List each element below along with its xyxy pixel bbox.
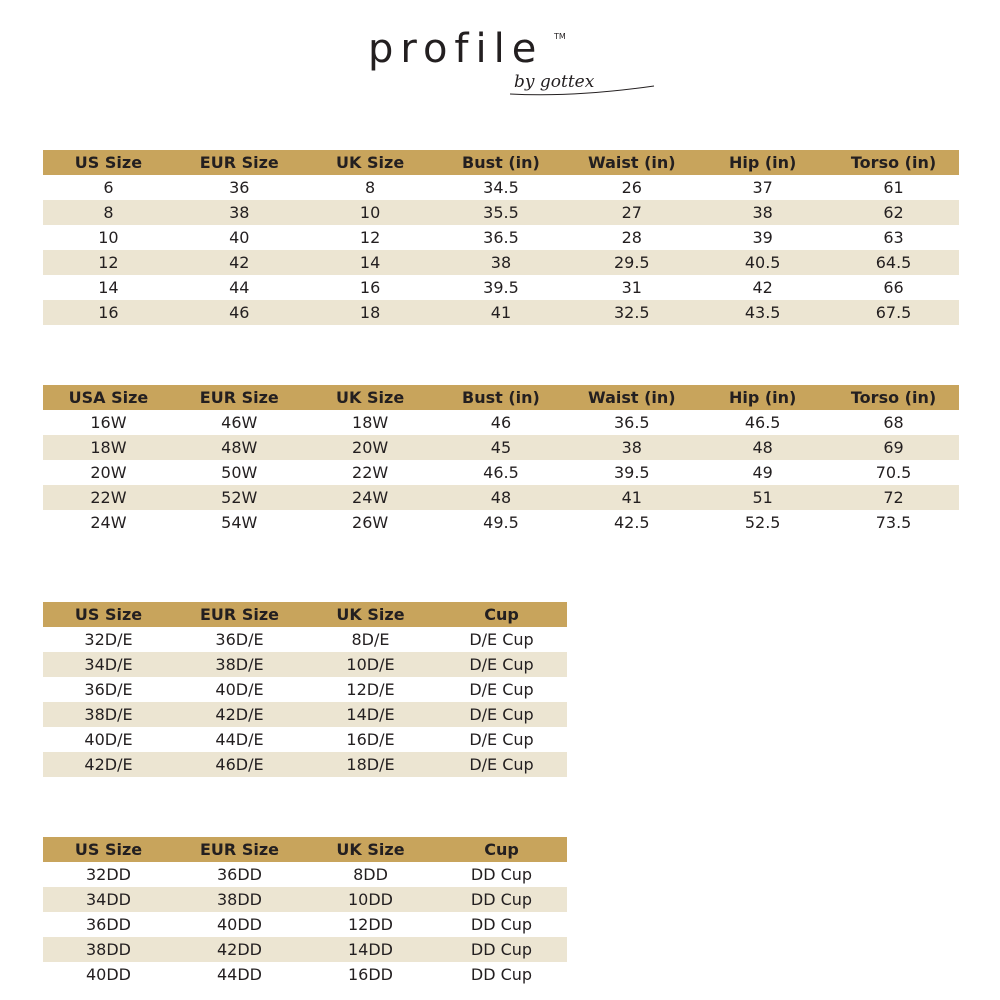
column-header: US Size: [43, 837, 174, 862]
table-cell: 36.5: [436, 225, 567, 250]
table-cell: 63: [828, 225, 959, 250]
table-cell: 46: [436, 410, 567, 435]
table-cell: D/E Cup: [436, 677, 567, 702]
table-cell: 14DD: [305, 937, 436, 962]
table-cell: 22W: [43, 485, 174, 510]
table-cell: 34DD: [43, 887, 174, 912]
table-cell: 43.5: [697, 300, 828, 325]
table-row: [43, 410, 959, 435]
table-cell: 16: [305, 275, 436, 300]
table-cell: 62: [828, 200, 959, 225]
column-header: Bust (in): [436, 150, 567, 175]
table-cell: 18W: [43, 435, 174, 460]
table-header-row: [43, 150, 959, 175]
table-cell: 42D/E: [174, 702, 305, 727]
table-cell: 38: [174, 200, 305, 225]
table-cell: 36: [174, 175, 305, 200]
table-cell: 16D/E: [305, 727, 436, 752]
table-row: [43, 752, 567, 777]
column-header: Bust (in): [436, 385, 567, 410]
table-row: [43, 225, 959, 250]
table-cell: 28: [566, 225, 697, 250]
table-cell: 8: [305, 175, 436, 200]
size-table-de-cup: [43, 602, 567, 777]
logo-script: by gottex: [514, 72, 595, 92]
table-cell: 20W: [305, 435, 436, 460]
table-cell: 67.5: [828, 300, 959, 325]
table-cell: 12DD: [305, 912, 436, 937]
table-cell: 70.5: [828, 460, 959, 485]
table-cell: 49: [697, 460, 828, 485]
column-header: US Size: [43, 602, 174, 627]
table-cell: 38DD: [174, 887, 305, 912]
table-cell: 14: [305, 250, 436, 275]
table-cell: 20W: [43, 460, 174, 485]
column-header: UK Size: [305, 837, 436, 862]
table-cell: 48W: [174, 435, 305, 460]
table-cell: 34D/E: [43, 652, 174, 677]
table-cell: D/E Cup: [436, 752, 567, 777]
table-cell: 48: [697, 435, 828, 460]
table-row: [43, 937, 567, 962]
table-cell: D/E Cup: [436, 702, 567, 727]
table-cell: 39.5: [566, 460, 697, 485]
table-cell: 10: [43, 225, 174, 250]
table-cell: 38D/E: [174, 652, 305, 677]
column-header: EUR Size: [174, 837, 305, 862]
table-cell: DD Cup: [436, 912, 567, 937]
column-header: UK Size: [305, 602, 436, 627]
table-cell: 46W: [174, 410, 305, 435]
table-row: [43, 250, 959, 275]
table-cell: 38: [566, 435, 697, 460]
table-cell: 36DD: [43, 912, 174, 937]
table-cell: 32.5: [566, 300, 697, 325]
column-header: EUR Size: [174, 385, 305, 410]
table-cell: DD Cup: [436, 887, 567, 912]
column-header: UK Size: [305, 385, 436, 410]
table-cell: 40DD: [43, 962, 174, 987]
table-cell: 42D/E: [43, 752, 174, 777]
table-cell: 18: [305, 300, 436, 325]
table-cell: 69: [828, 435, 959, 460]
table-cell: 46: [174, 300, 305, 325]
table-cell: 42.5: [566, 510, 697, 535]
table-cell: 24W: [43, 510, 174, 535]
table-row: [43, 275, 959, 300]
logo-wordmark: profile: [368, 26, 544, 72]
table-header-row: [43, 602, 567, 627]
table-cell: 40D/E: [174, 677, 305, 702]
table-row: [43, 175, 959, 200]
table-row: [43, 627, 567, 652]
column-header: Waist (in): [566, 150, 697, 175]
table-cell: 40: [174, 225, 305, 250]
table-row: [43, 962, 567, 987]
table-cell: 26W: [305, 510, 436, 535]
table-cell: 44D/E: [174, 727, 305, 752]
column-header: Hip (in): [697, 150, 828, 175]
table-cell: 64.5: [828, 250, 959, 275]
table-cell: 6: [43, 175, 174, 200]
table-cell: D/E Cup: [436, 627, 567, 652]
table-row: [43, 460, 959, 485]
table-row: [43, 677, 567, 702]
table-cell: 10: [305, 200, 436, 225]
table-cell: 16W: [43, 410, 174, 435]
table-row: [43, 727, 567, 752]
table-cell: 46.5: [436, 460, 567, 485]
table-cell: 41: [566, 485, 697, 510]
table-cell: 38: [436, 250, 567, 275]
column-header: Cup: [436, 837, 567, 862]
size-table-plus: [43, 385, 959, 535]
table-cell: 16DD: [305, 962, 436, 987]
table-cell: 51: [697, 485, 828, 510]
column-header: US Size: [43, 150, 174, 175]
table-cell: 32DD: [43, 862, 174, 887]
table-cell: 38D/E: [43, 702, 174, 727]
table-cell: 24W: [305, 485, 436, 510]
table-cell: 44: [174, 275, 305, 300]
table-cell: 39.5: [436, 275, 567, 300]
table-cell: 35.5: [436, 200, 567, 225]
table-cell: 18D/E: [305, 752, 436, 777]
column-header: Torso (in): [828, 385, 959, 410]
table-cell: 14: [43, 275, 174, 300]
table-cell: 8DD: [305, 862, 436, 887]
table-cell: 29.5: [566, 250, 697, 275]
table-row: [43, 702, 567, 727]
column-header: EUR Size: [174, 150, 305, 175]
table-cell: 46.5: [697, 410, 828, 435]
table-cell: 8: [43, 200, 174, 225]
table-cell: 32D/E: [43, 627, 174, 652]
table-cell: 36D/E: [174, 627, 305, 652]
table-cell: DD Cup: [436, 962, 567, 987]
table-cell: DD Cup: [436, 862, 567, 887]
table-cell: 16: [43, 300, 174, 325]
table-header-row: [43, 837, 567, 862]
table-cell: DD Cup: [436, 937, 567, 962]
table-cell: 38DD: [43, 937, 174, 962]
table-cell: D/E Cup: [436, 652, 567, 677]
table-cell: 34.5: [436, 175, 567, 200]
table-cell: 14D/E: [305, 702, 436, 727]
column-header: Torso (in): [828, 150, 959, 175]
logo-trademark: TM: [554, 32, 566, 41]
table-cell: 49.5: [436, 510, 567, 535]
table-cell: 38: [697, 200, 828, 225]
size-table-standard: [43, 150, 959, 325]
table-row: [43, 912, 567, 937]
size-table-dd-cup: [43, 837, 567, 987]
table-row: [43, 435, 959, 460]
table-cell: 22W: [305, 460, 436, 485]
table-cell: 36DD: [174, 862, 305, 887]
table-cell: 61: [828, 175, 959, 200]
table-cell: D/E Cup: [436, 727, 567, 752]
table-cell: 18W: [305, 410, 436, 435]
table-cell: 68: [828, 410, 959, 435]
table-cell: 12D/E: [305, 677, 436, 702]
table-row: [43, 510, 959, 535]
table-cell: 54W: [174, 510, 305, 535]
table-cell: 66: [828, 275, 959, 300]
table-cell: 27: [566, 200, 697, 225]
table-cell: 40.5: [697, 250, 828, 275]
table-cell: 45: [436, 435, 567, 460]
table-cell: 41: [436, 300, 567, 325]
table-cell: 50W: [174, 460, 305, 485]
table-cell: 40DD: [174, 912, 305, 937]
column-header: EUR Size: [174, 602, 305, 627]
column-header: USA Size: [43, 385, 174, 410]
table-cell: 48: [436, 485, 567, 510]
table-cell: 10DD: [305, 887, 436, 912]
table-cell: 46D/E: [174, 752, 305, 777]
column-header: UK Size: [305, 150, 436, 175]
table-cell: 40D/E: [43, 727, 174, 752]
table-cell: 37: [697, 175, 828, 200]
table-cell: 8D/E: [305, 627, 436, 652]
table-row: [43, 862, 567, 887]
brand-logo: [368, 24, 668, 104]
table-cell: 52.5: [697, 510, 828, 535]
table-cell: 12: [305, 225, 436, 250]
table-cell: 39: [697, 225, 828, 250]
table-cell: 42DD: [174, 937, 305, 962]
column-header: Waist (in): [566, 385, 697, 410]
table-cell: 12: [43, 250, 174, 275]
table-cell: 36.5: [566, 410, 697, 435]
table-row: [43, 200, 959, 225]
table-cell: 72: [828, 485, 959, 510]
table-cell: 52W: [174, 485, 305, 510]
table-row: [43, 485, 959, 510]
table-row: [43, 652, 567, 677]
table-row: [43, 887, 567, 912]
table-cell: 10D/E: [305, 652, 436, 677]
table-cell: 31: [566, 275, 697, 300]
table-header-row: [43, 385, 959, 410]
table-cell: 42: [697, 275, 828, 300]
table-cell: 44DD: [174, 962, 305, 987]
column-header: Cup: [436, 602, 567, 627]
table-cell: 36D/E: [43, 677, 174, 702]
table-cell: 73.5: [828, 510, 959, 535]
column-header: Hip (in): [697, 385, 828, 410]
table-cell: 42: [174, 250, 305, 275]
table-cell: 26: [566, 175, 697, 200]
table-row: [43, 300, 959, 325]
